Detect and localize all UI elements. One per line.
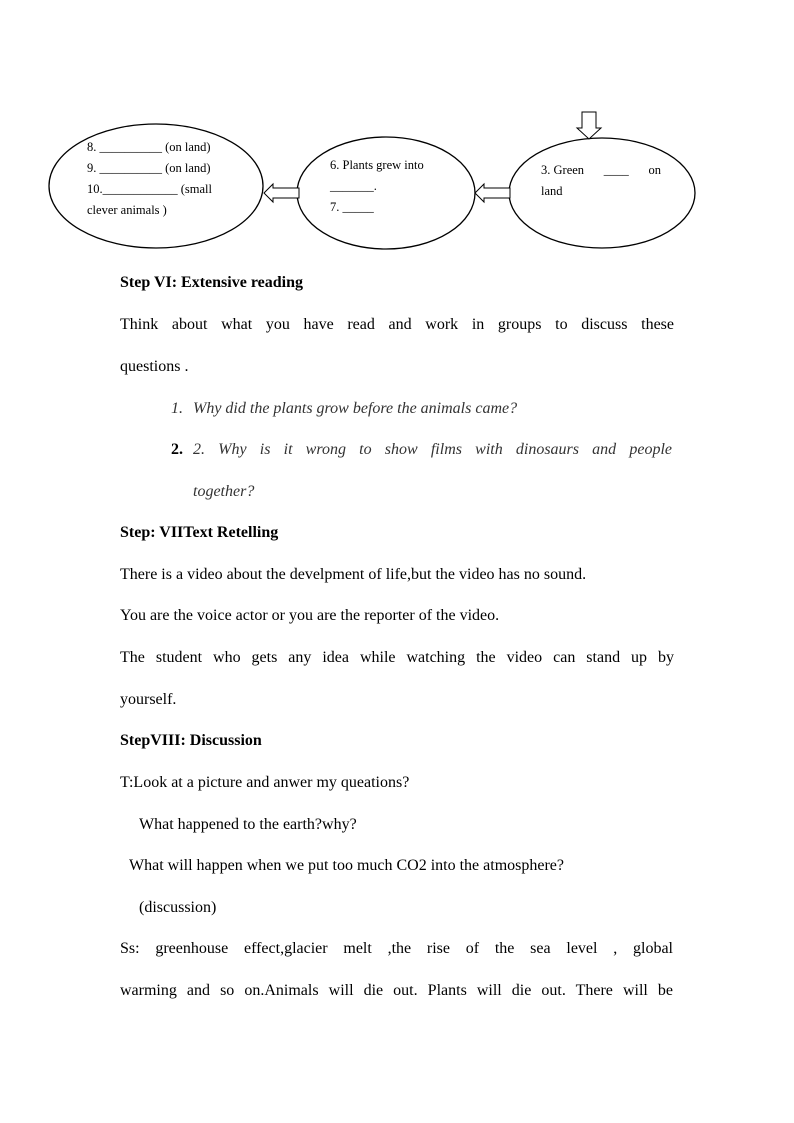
step7-para2-line1: The student who gets any idea while watching the video can stand up by [120, 649, 674, 666]
blank-9-number: 9. [87, 161, 97, 175]
left-arrow-icon-right [475, 184, 510, 202]
blank-9-note: (on land) [165, 161, 211, 175]
blank-10-note-continued: clever animals ) [87, 203, 167, 217]
step6-intro-line1: Think about what you have read and work in groups to discuss these [120, 316, 674, 333]
step7-heading: Step: VIIText Retelling [120, 524, 279, 541]
blank-8-note: (on land) [165, 140, 211, 154]
step6-intro-line2: questions . [120, 358, 189, 375]
ss-answer-line1: Ss: greenhouse effect,glacier melt ,the rise of the sea level , global [120, 940, 673, 957]
blank-3-line: ____ [603, 163, 629, 177]
step8-line2: What happened to the earth?why? [139, 816, 357, 833]
blank-3-row [541, 160, 661, 181]
blank-6-line1: 6. Plants grew into [330, 158, 424, 172]
step7-para2-line2: yourself. [120, 691, 177, 708]
question-2-text-line1: 2. Why is it wrong to show films with dinosaurs and people [193, 441, 672, 458]
down-arrow-icon [577, 112, 601, 139]
blank-9-row [87, 158, 212, 179]
blank-9-line: __________ [99, 161, 162, 175]
right-ellipse-text [541, 160, 661, 202]
blank-10-note: (small [180, 182, 212, 196]
step8-line4: (discussion) [139, 899, 217, 916]
step7-para1-line2: You are the voice actor or you are the reporter of the video. [120, 607, 500, 624]
blank-10-line: ____________ [102, 182, 178, 196]
blank-10-number: 10. [87, 182, 103, 196]
step8-line3: What will happen when we put too much CO2 into the atmosphere? [129, 857, 565, 874]
blank-8-row [87, 137, 212, 158]
blank-6-line2: _______. [330, 179, 377, 193]
step7-para1-line1: There is a video about the develpment of life,but the video has no sound. [120, 566, 587, 583]
step6-heading: Step VI: Extensive reading [120, 274, 303, 291]
ss-answer-line2: warming and so on.Animals will die out. Plants will die out. There will be [120, 982, 673, 999]
development-diagram [0, 0, 794, 260]
question-2-number: 2. [171, 441, 183, 458]
blank-3-land: land [541, 184, 563, 198]
middle-ellipse-text [330, 155, 424, 218]
question-1-text: Why did the plants grow before the animals came? [193, 400, 518, 417]
step8-heading: StepVIII: Discussion [120, 732, 262, 749]
question-1-number: 1. [171, 400, 183, 417]
step8-line1: T:Look at a picture and anwer my queations? [120, 774, 410, 791]
blank-3-label: 3. Green [541, 163, 585, 177]
question-2-text-line2: together? [193, 483, 255, 500]
blank-7-line: 7. _____ [330, 200, 374, 214]
blank-10-row [87, 179, 212, 200]
left-arrow-icon-left [264, 184, 299, 202]
blank-8-number: 8. [87, 140, 97, 154]
blank-3-on: on [648, 163, 661, 177]
blank-8-line: __________ [99, 140, 162, 154]
left-ellipse-text [87, 137, 212, 221]
